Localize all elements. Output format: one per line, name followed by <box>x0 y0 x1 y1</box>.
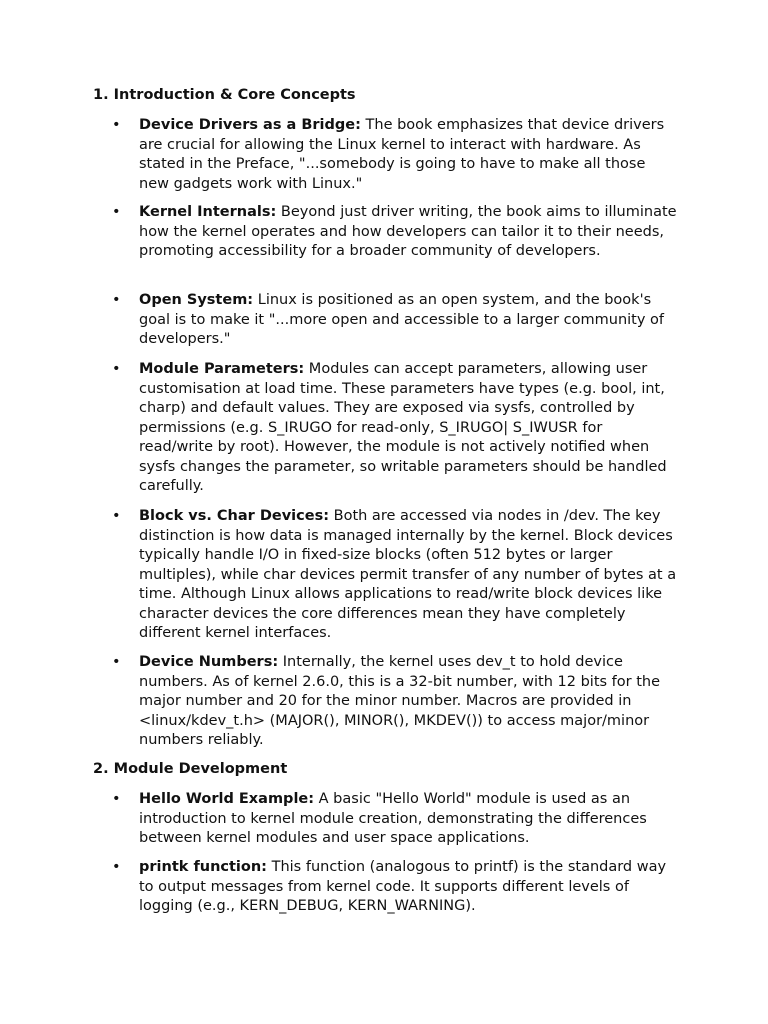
list-item-body: Modules can accept parameters, allowing user customisation at load time. These parameters have types (e.g. bool, int, charp) and default values. They are exposed via sysfs, controlled by permissions (e.g. S_IRUGO for read-only, S_IRUGO| S_IWUSR for read/write by root). However, the module is not actively notified when sysfs changes the parameter, so writable parameters should be handled carefully. <box>139 361 667 494</box>
list-item-body: The book emphasizes that device drivers are crucial for allowing the Linux kernel to interact with hardware. As stated in the Preface, "...somebody is going to have to make all those new gadgets work with Linux." <box>139 117 665 192</box>
list-item-text <box>139 116 677 194</box>
list-item-body: Both are accessed via nodes in /dev. The key distinction is how data is managed internally by the kernel. Block devices typically handle I/O in fixed-size blocks (often 512 bytes or larger multiples), while char devices permit transfer of any number of bytes at a time. Although Linux allows applications to read/write block devices like character devices the core differences mean they have completely different kernel interfaces. <box>139 508 677 641</box>
list-item-term: Kernel Internals: <box>139 204 277 220</box>
list-item-term: Block vs. Char Devices: <box>139 508 330 524</box>
bullet-icon: • <box>112 361 121 377</box>
section-heading-introduction: 1. Introduction & Core Concepts <box>93 87 356 103</box>
list-item-text <box>139 858 677 917</box>
list-item-term: Open System: <box>139 292 254 308</box>
bullet-icon: • <box>112 117 121 133</box>
section-heading-module-development: 2. Module Development <box>93 761 288 777</box>
list-item-body: Linux is positioned as an open system, and the book's goal is to make it "...more open and accessible to a larger community of developers." <box>139 292 665 347</box>
list-item-body: Beyond just driver writing, the book aims to illuminate how the kernel operates and how developers can tailor it to their needs, promoting accessibility for a broader community of developers. <box>139 204 677 259</box>
bullet-icon: • <box>112 508 121 524</box>
list-item-text <box>139 653 677 751</box>
list-item-term: Module Parameters: <box>139 361 305 377</box>
list-item-body: A basic "Hello World" module is used as an introduction to kernel module creation, demonstrating the differences between kernel modules and user space applications. <box>139 791 647 846</box>
list-item-term: printk function: <box>139 859 267 875</box>
list-item-text <box>139 360 677 497</box>
list-item-text <box>139 203 677 262</box>
list-item-body: Internally, the kernel uses dev_t to hold device numbers. As of kernel 2.6.0, this is a 32-bit number, with 12 bits for the major number and 20 for the minor number. Macros are provided in <linux/kdev_t.h> (MAJOR(), MINOR(), MKDEV()) to access major/minor numbers reliably. <box>139 654 661 748</box>
bullet-icon: • <box>112 204 121 220</box>
bullet-icon: • <box>112 292 121 308</box>
list-item-term: Device Drivers as a Bridge: <box>139 117 361 133</box>
list-item-text <box>139 790 677 849</box>
list-item-term: Device Numbers: <box>139 654 279 670</box>
list-item-term: Hello World Example: <box>139 791 315 807</box>
list-item-text <box>139 291 677 350</box>
list-item-body: This function (analogous to printf) is the standard way to output messages from kernel code. It supports different levels of logging (e.g., KERN_DEBUG, KERN_WARNING). <box>139 859 667 914</box>
list-item-text <box>139 507 677 644</box>
bullet-icon: • <box>112 654 121 670</box>
bullet-icon: • <box>112 791 121 807</box>
bullet-icon: • <box>112 859 121 875</box>
